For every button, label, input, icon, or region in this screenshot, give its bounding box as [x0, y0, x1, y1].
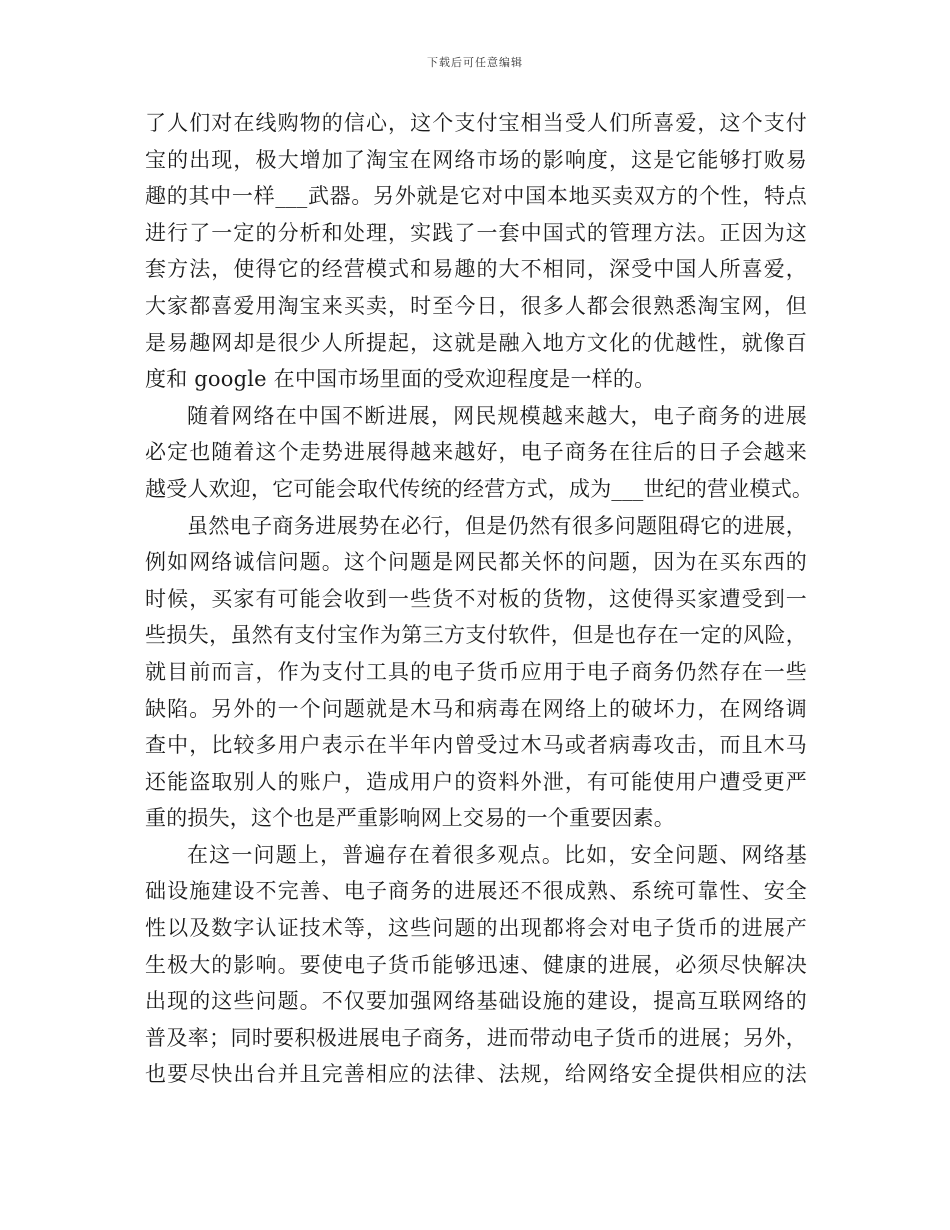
text-line: 时候，买家有可能会收到一些货不对板的货物，这使得买家遭受到一 [145, 586, 807, 611]
text-line: 还能盗取别人的账户，造成用户的资料外泄，有可能使用户遭受更严 [145, 769, 807, 794]
text-line: 大家都喜爱用淘宝来买卖，时至今日，很多人都会很熟悉淘宝网，但 [145, 293, 807, 318]
text-line: 是易趣网却是很少人所提起，这就是融入地方文化的优越性，就像百 [145, 330, 807, 355]
text-line: 缺陷。另外的一个问题就是木马和病毒在网络上的破坏力，在网络调 [145, 696, 807, 721]
text-line: 随着网络在中国不断进展，网民规模越来越大，电子商务的进展 [187, 403, 807, 428]
text-line: 查中，比较多用户表示在半年内曾受过木马或者病毒攻击，而且木马 [145, 733, 807, 758]
text-line: 就目前而言，作为支付工具的电子货币应用于电子商务仍然存在一些 [145, 659, 807, 684]
text-line: 进行了一定的分析和处理，实践了一套中国式的管理方法。正因为这 [145, 220, 807, 245]
text-line: 性以及数字认证技术等，这些问题的出现都将会对电子货币的进展产 [145, 916, 807, 941]
text-line: 套方法，使得它的经营模式和易趣的大不相同，深受中国人所喜爱， [145, 257, 807, 282]
text-line: 生极大的影响。要使电子货币能够迅速、健康的进展，必须尽快解决 [145, 952, 807, 977]
text-line: 必定也随着这个走势进展得越来越好，电子商务在往后的日子会越来 [145, 440, 807, 465]
text-line: 出现的这些问题。不仅要加强网络基础设施的建设，提高互联网络的 [145, 989, 807, 1014]
text-line: 越受人欢迎，它可能会取代传统的经营方式，成为___世纪的营业模式。 [145, 476, 814, 501]
text-line: 度和 google 在中国市场里面的受欢迎程度是一样的。 [145, 367, 656, 392]
text-line: 虽然电子商务进展势在必行，但是仍然有很多问题阻碍它的进展， [187, 513, 807, 538]
text-line: 了人们对在线购物的信心，这个支付宝相当受人们所喜爱，这个支付 [145, 111, 807, 135]
text-line: 些损失，虽然有支付宝作为第三方支付软件，但是也存在一定的风险， [145, 623, 807, 648]
document-body [145, 105, 814, 1093]
text-line: 例如网络诚信问题。这个问题是网民都关怀的问题，因为在买东西的 [145, 550, 807, 575]
text-line: 宝的出现，极大增加了淘宝在网络市场的影响度，这是它能够打败易 [145, 147, 807, 172]
text-line: 趣的其中一样___武器。另外就是它对中国本地买卖双方的个性，特点 [145, 184, 807, 209]
text-line: 也要尽快出台并且完善相应的法律、法规，给网络安全提供相应的法 [145, 1062, 807, 1087]
text-line: 重的损失，这个也是严重影响网上交易的一个重要因素。 [145, 806, 675, 831]
text-line: 普及率；同时要积极进展电子商务，进而带动电子货币的进展；另外， [145, 1025, 807, 1050]
page-header: 下载后可任意编辑 [427, 56, 523, 69]
text-line: 在这一问题上，普遍存在着很多观点。比如，安全问题、网络基 [187, 842, 807, 867]
text-line: 础设施建设不完善、电子商务的进展还不很成熟、系统可靠性、安全 [145, 879, 807, 904]
